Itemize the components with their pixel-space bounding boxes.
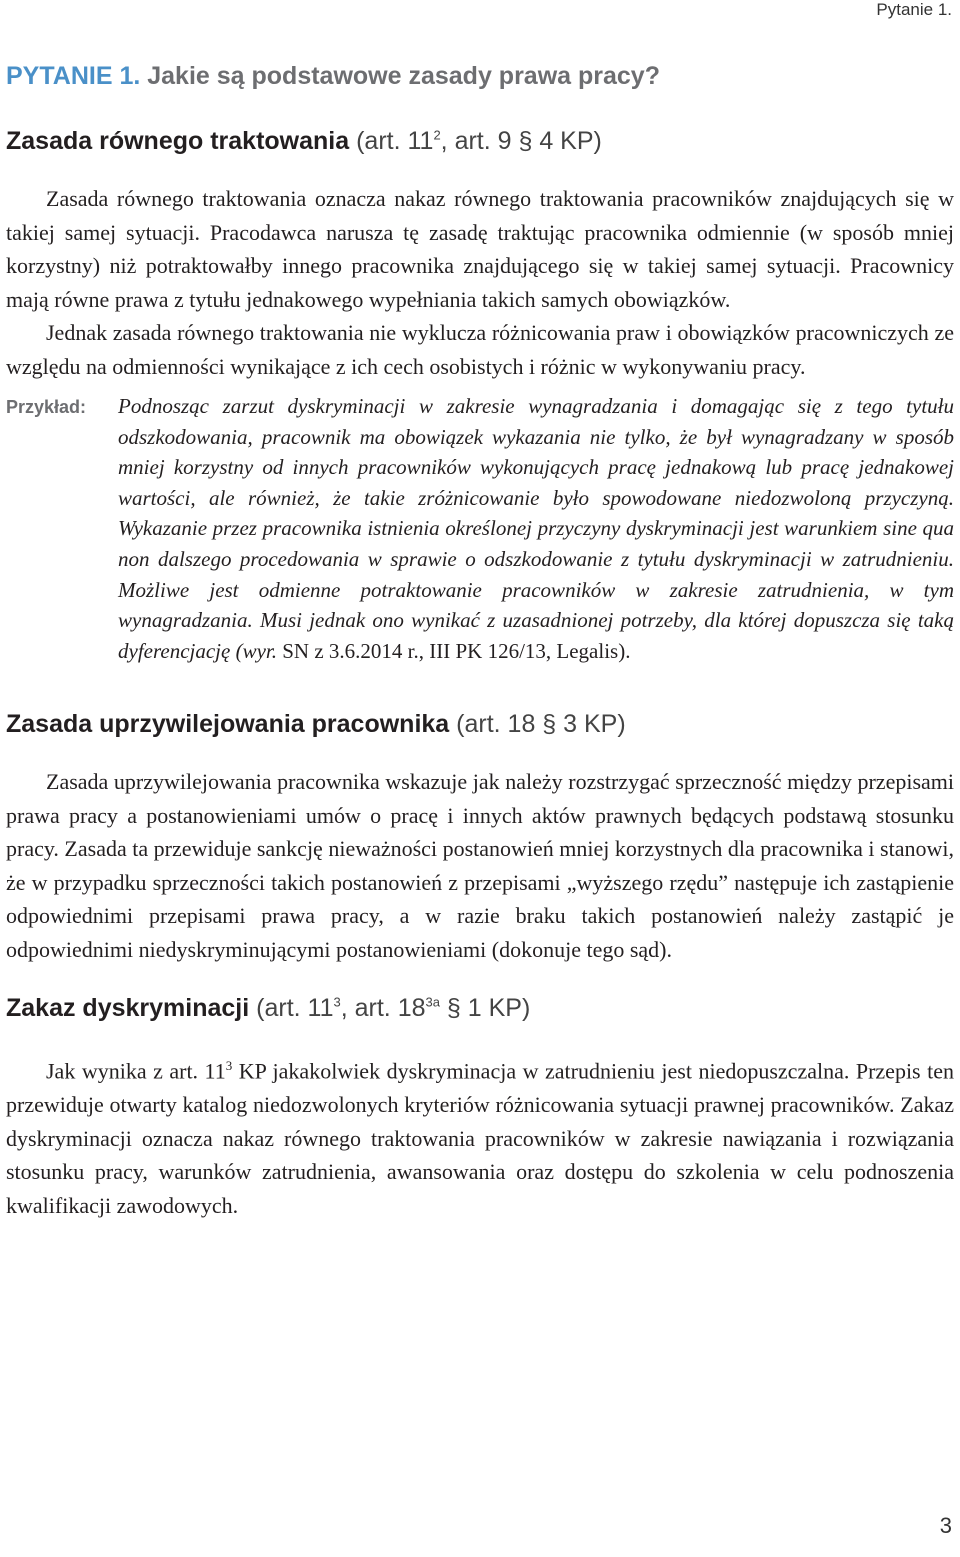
question-number: PYTANIE 1. bbox=[6, 62, 141, 90]
section-title: Zakaz dyskryminacji bbox=[6, 994, 250, 1023]
question-text: Jakie są podstawowe zasady prawa pracy? bbox=[147, 62, 660, 90]
ref-text: (art. 11 bbox=[256, 994, 334, 1023]
paragraph-superscript: 3 bbox=[225, 1058, 233, 1074]
section-reference bbox=[356, 127, 602, 155]
paragraph bbox=[6, 1049, 954, 1222]
example-citation: SN z 3.6.2014 r., III PK 126/13, Legalis). bbox=[282, 638, 631, 663]
ref-text: (art. 11 bbox=[356, 127, 434, 155]
example-label: Przykład: bbox=[6, 397, 87, 417]
ref-text: , art. 9 § 4 KP) bbox=[440, 127, 602, 155]
ref-text: , art. 18 bbox=[340, 994, 426, 1023]
ref-superscript: 3a bbox=[425, 995, 440, 1011]
section-privilege-heading bbox=[6, 710, 954, 739]
paragraph: Jednak zasada równego traktowania nie wyklucza różnicowania praw i obowiązków pracowniczych ze względu na odmienności wynikające z ich cech osobistych i różnic w wykonywaniu pracy. bbox=[6, 320, 954, 379]
section-discrimination-heading bbox=[6, 994, 954, 1023]
section-reference: (art. 18 § 3 KP) bbox=[456, 710, 626, 739]
paragraph: Zasada równego traktowania oznacza nakaz równego traktowania pracowników znajdujących się w takiej samej sytuacji. Pracodawca narusza tę zasadę traktując pracownika odmiennie (w sposób mniej korzystny) niż potraktowałby innego pracownika znajdującego się w takiej samej sytuacji. Pracownicy mają równe prawa z tytułu jednakowego wypełniania takich samych obowiązków. bbox=[6, 186, 954, 312]
paragraph-text: Jak wynika z art. 11 bbox=[46, 1058, 226, 1084]
running-header: Pytanie 1. bbox=[876, 0, 952, 19]
paragraph: Zasada uprzywilejowania pracownika wskazuje jak należy rozstrzygać sprzeczność między przepisami prawa pracy a postanowieniami umów o pracę i innych aktów prawnych będących podstawą stosunku pracy. Zasada ta przewiduje sankcję nieważności postanowień mniej korzystnych dla pracownika i stanowi, że w przypadku sprzeczności takich postanowień z przepisami „wyższego rzędu” następuje ich zastąpienie odpowiednimi przepisami prawa pracy, a w razie braku takich postanowień należy zastąpić je odpowiednimi niedyskryminującymi postanowieniami (dokonuje tego sąd). bbox=[6, 769, 954, 962]
page-number: 3 bbox=[939, 1513, 952, 1538]
section-title: Zasada uprzywilejowania pracownika bbox=[6, 710, 450, 739]
section-reference bbox=[256, 994, 530, 1022]
example-body: Podnosząc zarzut dyskryminacji w zakresie wynagradzania i domagając się z tego tytułu odszkodowania, pracownik ma obowiązek wykazania nie tylko, że był wynagradzany w sposób mniej korzystny od innych pracowników wykonujących pracę jednakową lub pracę jednakowej wartości, ale również, że takie zróżnicowanie było spowodowane niedozwoloną przyczyną. Wykazanie przez pracownika istnienia określonej przyczyny dyskryminacji jest warunkiem sine qua non dalszego procedowania w sprawie o odszkodowanie z tytułu dyskryminacji w zatrudnieniu. Możliwe jest odmienne potraktowanie pracowników w zakresie zatrudnienia, w tym wynagradzania. Musi jednak ono wynikać z uzasadnionej potrzeby, dla której dopuszcza się taką dyferencjację (wyr. bbox=[118, 394, 954, 663]
page-content bbox=[6, 62, 954, 1222]
question-heading bbox=[6, 62, 954, 91]
ref-superscript: 3 bbox=[333, 995, 341, 1011]
example-block bbox=[6, 391, 954, 666]
ref-superscript: 2 bbox=[433, 127, 441, 143]
ref-text: § 1 KP) bbox=[439, 994, 531, 1023]
paragraph-text: KP jakakolwiek dyskryminacja w zatrudnieniu jest niedopuszczalna. Przepis ten przewiduje otwarty katalog niedozwolonych kryteriów różnicowania sytuacji prawnej pracowników. Zakaz dyskryminacji oznacza nakaz równego traktowania pracowników w zakresie nawiązania i rozwiązania stosunku pracy, warunków zatrudnienia, awansowania oraz dostępu do szkolenia w celu podnoszenia kwalifikacji zawodowych. bbox=[6, 1058, 954, 1218]
section-equal-treatment-heading bbox=[6, 127, 954, 156]
section-title: Zasada równego traktowania bbox=[6, 127, 350, 155]
example-text bbox=[118, 391, 954, 666]
